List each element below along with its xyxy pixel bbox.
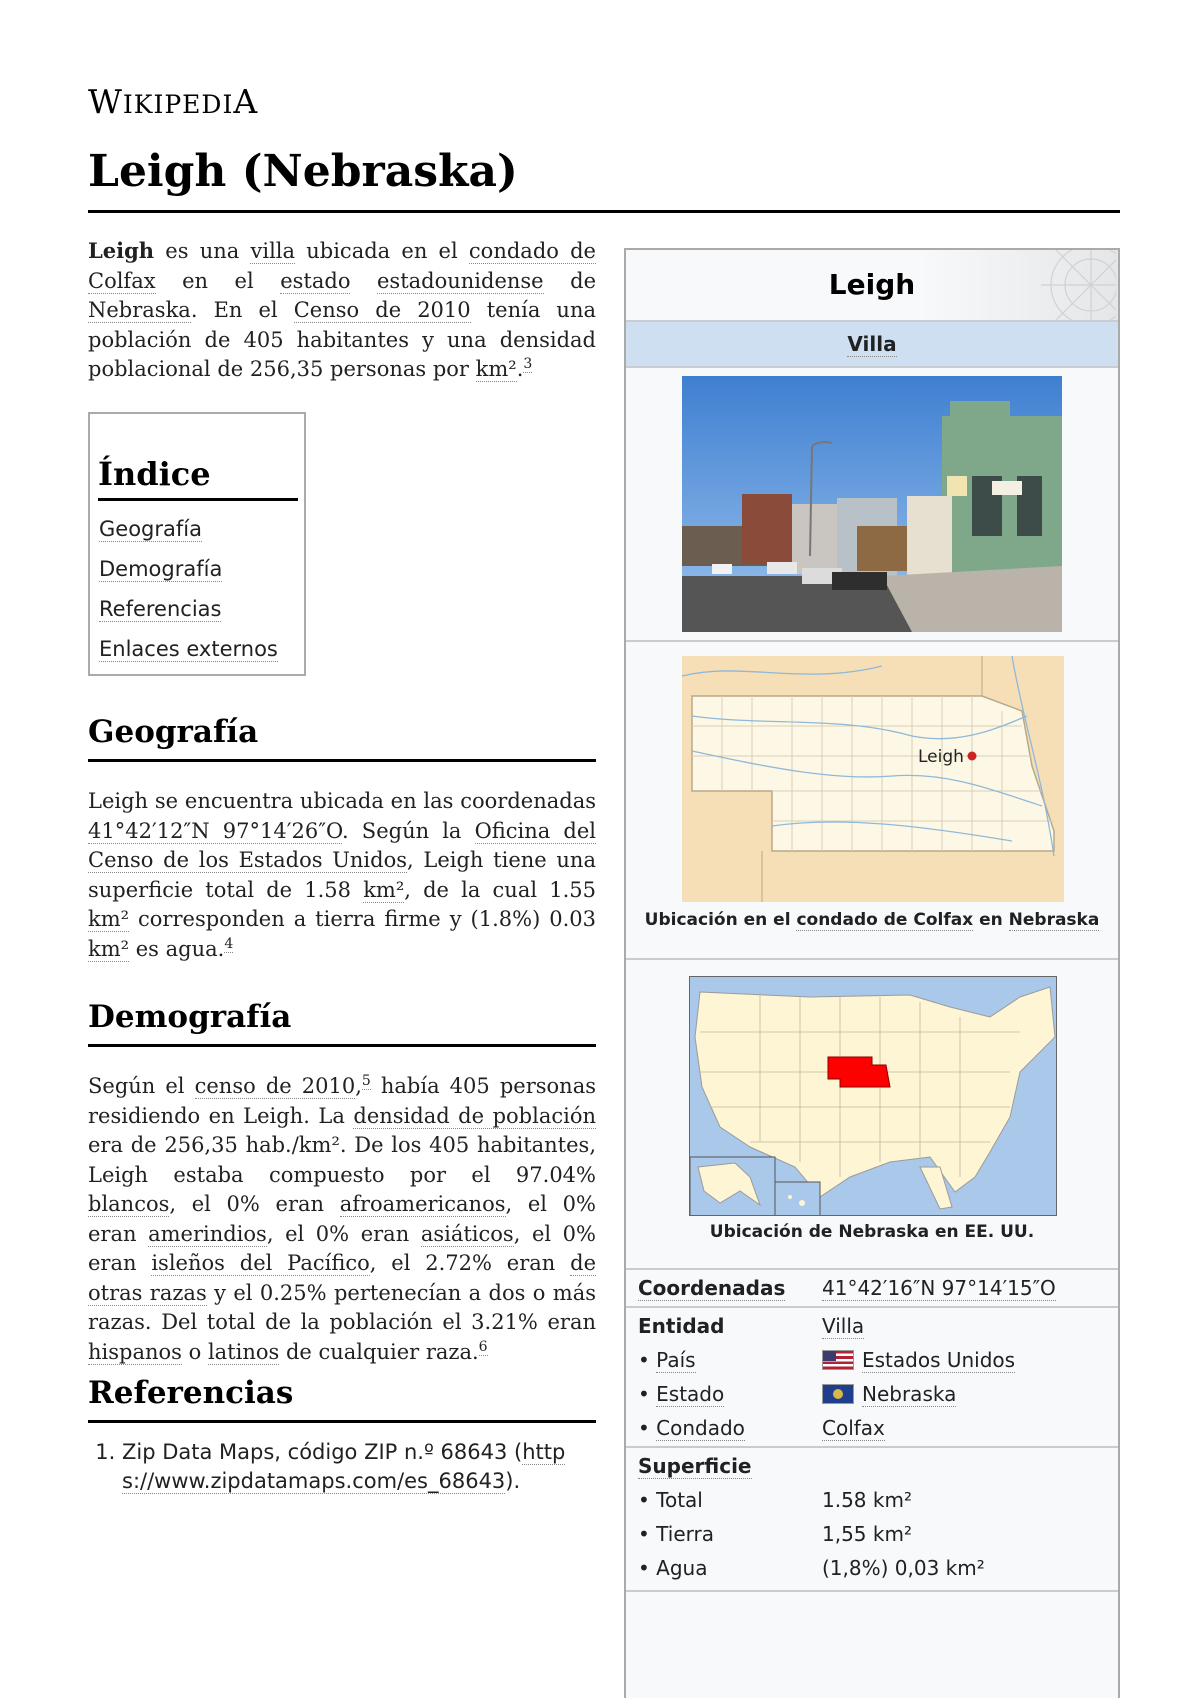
link-densidad[interactable]: densidad de población bbox=[353, 1103, 596, 1128]
row-coordinates bbox=[626, 1272, 1118, 1304]
link-villa[interactable]: villa bbox=[250, 239, 296, 263]
nebraska-locator-map[interactable] bbox=[682, 656, 1064, 902]
link-hispanos[interactable]: hispanos bbox=[88, 1339, 182, 1364]
link-coordinates-value[interactable]: 41°42′16″N 97°14′15″O bbox=[822, 1276, 1056, 1300]
table-of-contents bbox=[88, 412, 306, 676]
toc-item-demografia[interactable]: Demografía bbox=[99, 557, 223, 581]
link-villa-type[interactable]: Villa bbox=[847, 332, 897, 356]
row-area-water: • Agua (1,8%) 0,03 km² bbox=[638, 1556, 985, 1580]
ref-link[interactable]: 4 bbox=[224, 935, 234, 952]
ref-link[interactable]: 5 bbox=[361, 1073, 371, 1089]
link-asiaticos[interactable]: asiáticos bbox=[420, 1221, 514, 1246]
logo-letter: W bbox=[88, 82, 123, 121]
references-list bbox=[88, 1438, 596, 1496]
link-islenos[interactable]: isleños del Pacífico bbox=[151, 1251, 370, 1275]
logo-letters: IKIPEDI bbox=[122, 90, 234, 119]
toc-item-enlaces[interactable]: Enlaces externos bbox=[99, 637, 278, 661]
row-area-total: • Total 1.58 km² bbox=[638, 1488, 912, 1512]
link-coordinates[interactable]: 41°42′12″N 97°14′26″O bbox=[88, 818, 343, 843]
caption-county: Ubicación en el condado de Colfax en Nebraska bbox=[644, 910, 1100, 930]
link-colfax-county[interactable]: condado de Colfax bbox=[796, 910, 974, 930]
link-afroamericanos[interactable]: afroamericanos bbox=[339, 1192, 506, 1216]
link-otras-razas[interactable]: de otras razas bbox=[88, 1251, 596, 1305]
toc-item-geografia[interactable]: Geografía bbox=[99, 517, 202, 541]
page-title: Leigh (Nebraska) bbox=[88, 148, 1120, 213]
row-area-land: • Tierra 1,55 km² bbox=[638, 1522, 912, 1546]
caption-usa: Ubicación de Nebraska en EE. UU. bbox=[709, 1222, 1035, 1242]
reference-item: 1. Zip Data Maps, código ZIP n.º 68643 (https://www.zipdatamaps.com/es_68643). bbox=[122, 1438, 596, 1496]
intro-paragraph: Leigh es una villa ubicada en el condado de Colfax en el estado estadounidense de Nebraska. En el Censo de 2010 tenía una población de 405 habitantes y una densidad poblacional de 256,35 personas por km².$^3$ bbox=[88, 238, 596, 381]
link-entity-value[interactable]: Villa bbox=[822, 1314, 865, 1338]
link-km2[interactable]: km² bbox=[88, 936, 130, 961]
link-county-label[interactable]: Condado bbox=[656, 1416, 745, 1440]
link-nebraska[interactable]: Nebraska bbox=[1008, 910, 1100, 930]
link-nebraska[interactable]: Nebraska bbox=[88, 298, 191, 322]
link-coordinates-label[interactable]: Coordenadas bbox=[638, 1276, 786, 1300]
town-photo[interactable] bbox=[682, 376, 1062, 632]
link-state-label[interactable]: Estado bbox=[656, 1382, 725, 1406]
infobox-subtitle bbox=[626, 322, 1118, 368]
wikipedia-logo[interactable] bbox=[88, 82, 258, 121]
row-area bbox=[626, 1450, 1118, 1482]
us-flag-icon bbox=[822, 1350, 854, 1370]
section-heading-geografia: Geografía bbox=[88, 713, 596, 762]
link-estado[interactable]: estado bbox=[280, 268, 351, 293]
logo-letter: A bbox=[233, 82, 259, 121]
toc-item-referencias[interactable]: Referencias bbox=[99, 597, 222, 621]
toc-title: Índice bbox=[98, 454, 298, 501]
infobox-header bbox=[626, 250, 1118, 322]
row-state: • Estado Nebraska bbox=[638, 1382, 957, 1406]
ref-link[interactable]: 3 bbox=[523, 356, 533, 372]
link-condado[interactable]: condado de Colfax bbox=[88, 239, 596, 293]
link-censo-2010[interactable]: censo de 2010 bbox=[194, 1074, 356, 1098]
infobox-title: Leigh bbox=[828, 268, 916, 301]
ref-link[interactable]: 6 bbox=[478, 1338, 488, 1355]
section-heading-demografia: Demografía bbox=[88, 998, 596, 1047]
link-census-bureau[interactable]: Oficina del Censo de los Estados Unidos bbox=[88, 818, 596, 872]
section-heading-referencias: Referencias bbox=[88, 1374, 596, 1423]
link-country-label[interactable]: País bbox=[656, 1348, 696, 1372]
link-km2[interactable]: km² bbox=[88, 907, 130, 931]
map-leigh-label: Leigh bbox=[918, 747, 964, 767]
link-state-value[interactable]: Nebraska bbox=[862, 1382, 957, 1406]
link-area-label[interactable]: Superficie bbox=[638, 1454, 752, 1478]
link-amerindios[interactable]: amerindios bbox=[148, 1221, 267, 1246]
reference-url-link[interactable]: https://www.zipdatamaps.com/es_68643 bbox=[122, 1440, 566, 1493]
label-entity: Entidad bbox=[638, 1314, 725, 1338]
link-county-value[interactable]: Colfax bbox=[822, 1416, 885, 1440]
link-estadounidense[interactable]: estadounidense bbox=[376, 268, 544, 293]
link-latinos[interactable]: latinos bbox=[207, 1339, 280, 1364]
nebraska-flag-icon bbox=[822, 1384, 854, 1404]
row-entity bbox=[626, 1310, 1118, 1342]
bold-term: Leigh bbox=[88, 238, 155, 263]
link-km2[interactable]: km² bbox=[475, 357, 517, 381]
link-blancos[interactable]: blancos bbox=[88, 1192, 170, 1216]
link-censo[interactable]: Censo de 2010 bbox=[293, 298, 471, 322]
row-county: • Condado Colfax bbox=[638, 1416, 885, 1440]
demografia-paragraph: Según el censo de 2010,$^5$ había 405 personas residiendo en Leigh. La densidad de población era de 256,35 hab./km². De los 405 habitantes, Leigh estaba compuesto por el 97.04% blancos, el 0% eran afroamericanos, el 0% eran amerindios, el 0% eran asiáticos, el 0% eran isleños del Pacífico, el 2.72% eran de otras razas y el 0.25% pertenecían a dos o más razas. Del total de la población el 3.21% eran hispanos o latinos de cualquier raza.$^6$ bbox=[88, 1073, 597, 1364]
geografia-paragraph: Leigh se encuentra ubicada en las coordenadas 41°42′12″N 97°14′26″O. Según la Oficina del Censo de los Estados Unidos, Leigh tiene una superficie total de 1.58 km², de la cual 1.55 km² corresponden a tierra firme y (1.8%) 0.03 km² es agua.$^4$ bbox=[88, 789, 596, 961]
link-country-value[interactable]: Estados Unidos bbox=[862, 1348, 1016, 1372]
link-km2[interactable]: km² bbox=[363, 877, 405, 902]
infobox bbox=[624, 248, 1120, 1698]
usa-locator-map[interactable] bbox=[689, 976, 1057, 1216]
row-country: • País Estados Unidos bbox=[638, 1348, 1016, 1372]
